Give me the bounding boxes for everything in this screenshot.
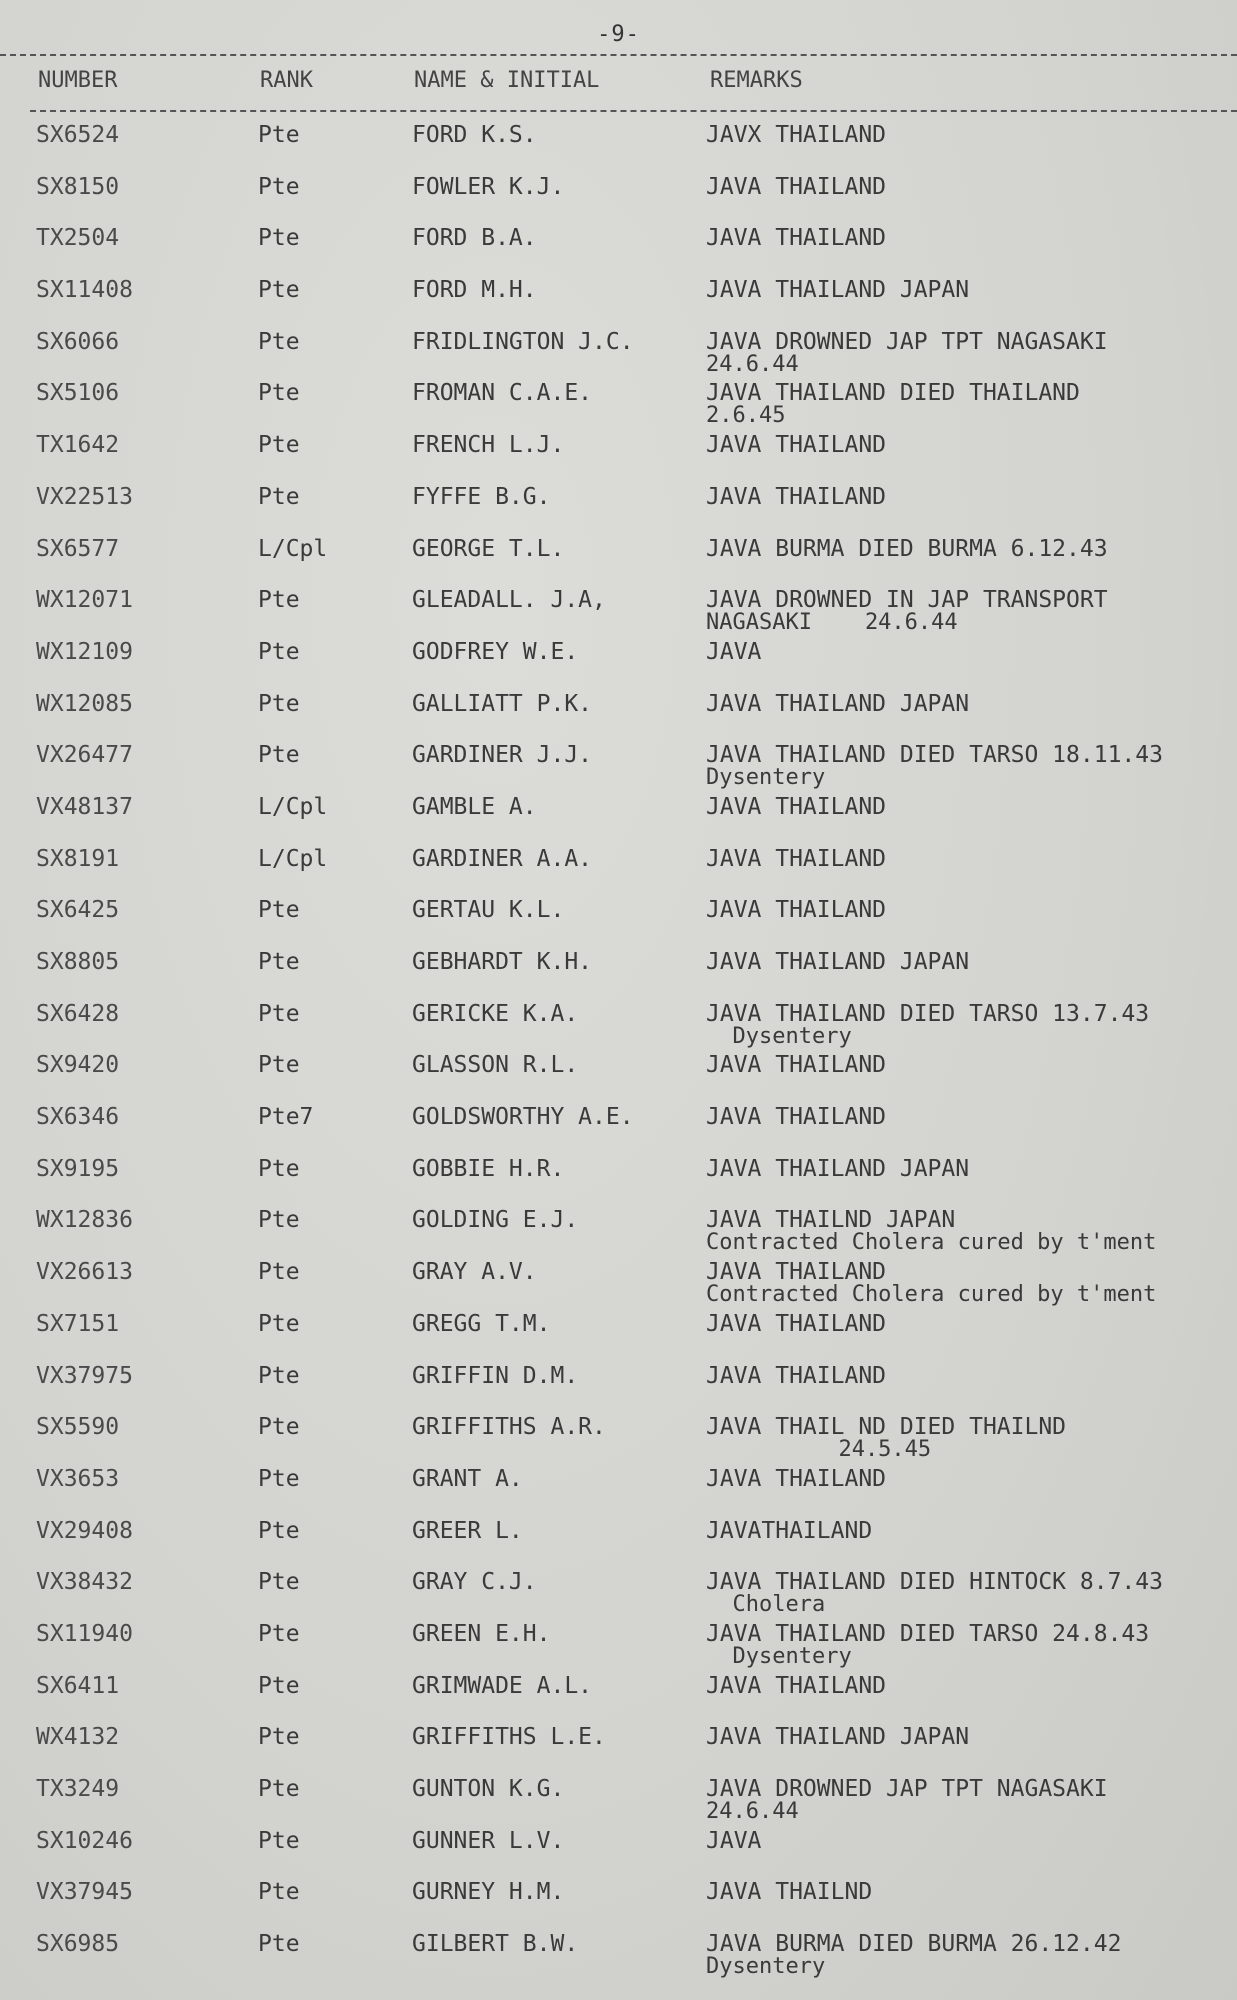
service-number: VX26613 [36, 1259, 133, 1286]
remarks [706, 329, 1108, 375]
rank: Pte [258, 742, 300, 769]
remarks [706, 1001, 1149, 1047]
remarks-line-1: JAVA [706, 638, 762, 665]
rank: Pte [258, 1259, 300, 1286]
name-initial: GARDINER A.A. [412, 845, 593, 872]
name-initial: FYFFE B.G. [412, 483, 551, 510]
remarks-line-2: Contracted Cholera cured by t'ment [706, 1282, 1157, 1308]
rank: Pte [258, 690, 300, 717]
name-initial: GLEADALL. J.A, [412, 587, 606, 614]
rank: Pte [258, 225, 300, 252]
name-initial: FORD K.S. [412, 122, 537, 148]
service-number: SX11408 [36, 277, 133, 304]
table-row [0, 635, 1237, 687]
remarks-line-2: 24.6.44 [706, 1799, 799, 1824]
service-number: VX48137 [36, 793, 133, 820]
table-row [0, 1100, 1237, 1152]
remarks-line-2: Dysentery [706, 1023, 852, 1049]
remarks [706, 794, 886, 820]
rank: Pte [258, 1000, 300, 1027]
remarks [706, 1931, 1122, 1980]
table-row [0, 583, 1237, 635]
remarks [706, 1156, 969, 1182]
rank: Pte [258, 1931, 300, 1958]
service-number: SX5106 [36, 380, 120, 407]
service-number: VX26477 [36, 742, 133, 769]
service-number: WX12109 [36, 638, 133, 665]
name-initial: FOWLER K.J. [412, 173, 565, 200]
remarks-line-1: JAVA BURMA DIED BURMA 6.12.43 [706, 535, 1108, 562]
rank: Pte [258, 638, 300, 665]
rank: Pte [258, 277, 300, 304]
remarks-line-1: JAVA THAILAND [706, 173, 887, 200]
service-number: VX37945 [36, 1879, 133, 1906]
name-initial: GRANT A. [412, 1465, 523, 1492]
remarks [706, 1207, 1157, 1256]
remarks [706, 1776, 1108, 1822]
remarks [706, 1052, 886, 1078]
name-initial: GRIFFITHS L.E. [412, 1724, 606, 1751]
name-initial: GREGG T.M. [412, 1310, 551, 1337]
remarks [706, 277, 969, 303]
remarks [706, 1621, 1149, 1667]
rank: L/Cpl [258, 845, 328, 872]
remarks [706, 1879, 872, 1905]
remarks [706, 1259, 1157, 1308]
remarks-line-2: NAGASAKI 24.6.44 [706, 610, 958, 636]
service-number: SX8191 [36, 845, 120, 872]
remarks [706, 174, 886, 200]
remarks-line-1: JAVA THAILND [706, 1879, 873, 1906]
remarks-line-2: 24.5.45 [706, 1437, 932, 1463]
table-row [0, 1565, 1237, 1617]
remarks [706, 484, 886, 510]
table-row [0, 997, 1237, 1049]
service-number: VX3653 [36, 1465, 120, 1492]
service-number: SX5590 [36, 1414, 120, 1441]
name-initial: GOLDSWORTHY A.E. [412, 1104, 634, 1131]
remarks-line-1: JAVA DROWNED JAP TPT NAGASAKI [706, 1776, 1108, 1802]
name-initial: GERICKE K.A. [412, 1000, 579, 1027]
remarks [706, 1518, 872, 1544]
remarks-line-1: JAVA THAILAND [706, 1104, 887, 1131]
rank: Pte [258, 1052, 300, 1079]
rank: Pte [258, 1776, 300, 1802]
table-row [0, 118, 1237, 170]
service-number: VX22513 [36, 483, 133, 510]
rank: L/Cpl [258, 535, 328, 562]
remarks-line-2: Contracted Cholera cured by t'ment [706, 1230, 1157, 1256]
table-row [0, 480, 1237, 532]
header-name: NAME & INITIAL [414, 68, 600, 93]
rank: Pte [258, 122, 300, 148]
service-number: WX12071 [36, 587, 133, 614]
table-row [0, 1669, 1237, 1721]
rank: Pte [258, 173, 300, 200]
remarks [706, 897, 886, 923]
remarks [706, 225, 886, 251]
remarks-line-1: JAVA THAILAND [706, 1465, 887, 1492]
table-row [0, 1772, 1237, 1824]
remarks-line-1: JAVA DROWNED JAP TPT NAGASAKI [706, 328, 1108, 355]
table-row [0, 687, 1237, 739]
service-number: TX3249 [36, 1776, 120, 1802]
rank: Pte [258, 1724, 300, 1751]
remarks [706, 1311, 886, 1337]
remarks [706, 122, 886, 148]
table-row [0, 1203, 1237, 1255]
table-row [0, 1824, 1237, 1876]
table-row [0, 945, 1237, 997]
header-rank: RANK [260, 68, 313, 93]
remarks [706, 691, 969, 717]
table-row [0, 842, 1237, 894]
table-row [0, 738, 1237, 790]
rank: Pte [258, 1517, 300, 1544]
remarks-line-1: JAVA DROWNED IN JAP TRANSPORT [706, 587, 1108, 614]
remarks-line-1: JAVA THAILAND [706, 1259, 887, 1286]
remarks-line-1: JAVA THAILAND JAPAN [706, 1724, 970, 1751]
remarks-line-1: JAVA THAILND JAPAN [706, 1207, 956, 1234]
page-number: -9- [597, 22, 640, 47]
service-number: WX12836 [36, 1207, 133, 1234]
rank: Pte [258, 1827, 300, 1854]
remarks-line-1: JAVA THAILAND [706, 225, 887, 252]
rank: Pte [258, 483, 300, 510]
remarks-line-1: JAVX THAILAND [706, 122, 887, 148]
remarks [706, 1104, 886, 1130]
name-initial: GRIMWADE A.L. [412, 1672, 593, 1699]
name-initial: GILBERT B.W. [412, 1931, 579, 1958]
remarks-line-2: Dysentery [706, 1643, 852, 1669]
rank: Pte [258, 1310, 300, 1337]
remarks-line-1: JAVA BURMA DIED BURMA 26.12.42 [706, 1931, 1122, 1958]
remarks-line-1: JAVA THAILAND DIED TARSO 24.8.43 [706, 1620, 1150, 1647]
service-number: SX6985 [36, 1931, 120, 1958]
name-initial: GRAY A.V. [412, 1259, 537, 1286]
remarks-line-1: JAVA THAILAND [706, 793, 887, 820]
remarks-line-1: JAVA THAILAND [706, 483, 887, 510]
service-number: SX8150 [36, 173, 120, 200]
remarks-line-1: JAVA THAILAND DIED TARSO 18.11.43 [706, 742, 1163, 769]
service-number: SX9195 [36, 1155, 120, 1182]
name-initial: GRIFFITHS A.R. [412, 1414, 606, 1441]
top-dashed-rule [0, 54, 1237, 56]
table-row [0, 428, 1237, 480]
remarks [706, 1724, 969, 1750]
remarks-line-2: Dysentery [706, 765, 826, 791]
remarks-line-1: JAVA THAILAND [706, 845, 887, 872]
rank: Pte [258, 432, 300, 459]
name-initial: GUNTON K.G. [412, 1776, 565, 1802]
service-number: SX9420 [36, 1052, 120, 1079]
remarks [706, 846, 886, 872]
remarks-line-1: JAVA THAIL ND DIED THAILND [706, 1414, 1067, 1441]
table-row [0, 1514, 1237, 1566]
remarks-line-1: JAVA THAILAND JAPAN [706, 949, 970, 975]
remarks [706, 1363, 886, 1389]
header-number: NUMBER [38, 68, 118, 93]
service-number: VX29408 [36, 1517, 133, 1544]
rank: Pte [258, 1414, 300, 1441]
service-number: TX2504 [36, 225, 120, 252]
remarks-line-1: JAVA THAILAND DIED THAILAND [706, 380, 1080, 407]
remarks [706, 949, 969, 975]
table-row [0, 170, 1237, 222]
table-row [0, 790, 1237, 842]
name-initial: FRENCH L.J. [412, 432, 565, 459]
name-initial: GAMBLE A. [412, 793, 537, 820]
rank: Pte [258, 1362, 300, 1389]
table-row [0, 1875, 1237, 1927]
service-number: SX6428 [36, 1000, 120, 1027]
rank: Pte [258, 897, 300, 924]
service-number: SX6066 [36, 328, 120, 355]
remarks-line-1: JAVA THAILAND [706, 1310, 887, 1337]
table-row [0, 1152, 1237, 1204]
name-initial: FROMAN C.A.E. [412, 380, 593, 407]
header-remarks: REMARKS [710, 68, 803, 93]
remarks-line-1: JAVA [706, 1827, 762, 1854]
remarks-line-2: Dysentery [706, 1954, 826, 1980]
name-initial: GREER L. [412, 1517, 523, 1544]
remarks-line-1: JAVA THAILAND JAPAN [706, 277, 970, 304]
remarks-line-1: JAVATHAILAND [706, 1517, 873, 1544]
name-initial: GUNNER L.V. [412, 1827, 565, 1854]
remarks [706, 1673, 886, 1699]
header-dashed-rule [30, 110, 1237, 112]
rank: Pte [258, 1672, 300, 1699]
service-number: WX12085 [36, 690, 133, 717]
remarks [706, 432, 886, 458]
service-number: WX4132 [36, 1724, 120, 1751]
name-initial: GEORGE T.L. [412, 535, 565, 562]
rank: Pte [258, 587, 300, 614]
table-row [0, 1359, 1237, 1411]
service-number: SX6524 [36, 122, 120, 148]
table-row [0, 325, 1237, 377]
rank: Pte [258, 1155, 300, 1182]
remarks-line-2: 2.6.45 [706, 403, 786, 429]
remarks-line-1: JAVA THAILAND [706, 1052, 887, 1079]
rank: Pte7 [258, 1104, 314, 1131]
service-number: SX11940 [36, 1620, 133, 1647]
remarks-line-1: JAVA THAILAND [706, 897, 887, 924]
name-initial: FORD M.H. [412, 277, 537, 304]
table-row [0, 1307, 1237, 1359]
remarks [706, 380, 1080, 429]
table-row [0, 1720, 1237, 1772]
remarks-line-1: JAVA THAILAND DIED HINTOCK 8.7.43 [706, 1569, 1163, 1596]
remarks-line-1: JAVA THAILAND [706, 1362, 887, 1389]
service-number: SX6346 [36, 1104, 120, 1131]
name-initial: FORD B.A. [412, 225, 537, 252]
rank: Pte [258, 1879, 300, 1906]
remarks-line-1: JAVA THAILAND DIED TARSO 13.7.43 [706, 1000, 1150, 1027]
remarks [706, 1569, 1163, 1618]
remarks [706, 1466, 886, 1492]
service-number: SX6577 [36, 535, 120, 562]
service-number: VX38432 [36, 1569, 133, 1596]
service-number: SX10246 [36, 1827, 133, 1854]
service-number: SX6411 [36, 1672, 120, 1699]
name-initial: GRIFFIN D.M. [412, 1362, 579, 1389]
remarks [706, 536, 1108, 562]
table-row [0, 1462, 1237, 1514]
service-number: SX7151 [36, 1310, 120, 1337]
rank: Pte [258, 380, 300, 407]
name-initial: GALLIATT P.K. [412, 690, 593, 717]
table-row [0, 376, 1237, 428]
remarks-line-2: Cholera [706, 1592, 826, 1618]
table-row [0, 893, 1237, 945]
service-number: VX37975 [36, 1362, 133, 1389]
name-initial: FRIDLINGTON J.C. [412, 328, 634, 355]
rank: Pte [258, 949, 300, 975]
rank: L/Cpl [258, 793, 328, 820]
name-initial: GODFREY W.E. [412, 638, 579, 665]
table-row [0, 532, 1237, 584]
table-header [0, 68, 1237, 104]
name-initial: GARDINER J.J. [412, 742, 593, 769]
table-row [0, 1255, 1237, 1307]
name-initial: GLASSON R.L. [412, 1052, 579, 1079]
rank: Pte [258, 1620, 300, 1647]
remarks [706, 742, 1163, 791]
remarks [706, 639, 761, 665]
name-initial: GRAY C.J. [412, 1569, 537, 1596]
table-row [0, 1927, 1237, 1979]
name-initial: GOLDING E.J. [412, 1207, 579, 1234]
rank: Pte [258, 1207, 300, 1234]
table-row [0, 1410, 1237, 1462]
table-row [0, 221, 1237, 273]
rank: Pte [258, 328, 300, 355]
roster-table [0, 118, 1237, 1979]
rank: Pte [258, 1569, 300, 1596]
name-initial: GREEN E.H. [412, 1620, 551, 1647]
service-number: TX1642 [36, 432, 120, 459]
remarks-line-1: JAVA THAILAND JAPAN [706, 690, 970, 717]
remarks-line-1: JAVA THAILAND [706, 1672, 887, 1699]
name-initial: GERTAU K.L. [412, 897, 565, 924]
name-initial: GOBBIE H.R. [412, 1155, 565, 1182]
remarks [706, 587, 1108, 636]
remarks-line-1: JAVA THAILAND [706, 432, 887, 459]
table-row [0, 1617, 1237, 1669]
rank: Pte [258, 1465, 300, 1492]
remarks-line-2: 24.6.44 [706, 351, 799, 377]
remarks [706, 1414, 1067, 1463]
service-number: SX8805 [36, 949, 120, 975]
remarks-line-1: JAVA THAILAND JAPAN [706, 1155, 970, 1182]
remarks [706, 1828, 761, 1854]
name-initial: GURNEY H.M. [412, 1879, 565, 1906]
table-row [0, 273, 1237, 325]
table-row [0, 1048, 1237, 1100]
name-initial: GEBHARDT K.H. [412, 949, 593, 975]
service-number: SX6425 [36, 897, 120, 924]
